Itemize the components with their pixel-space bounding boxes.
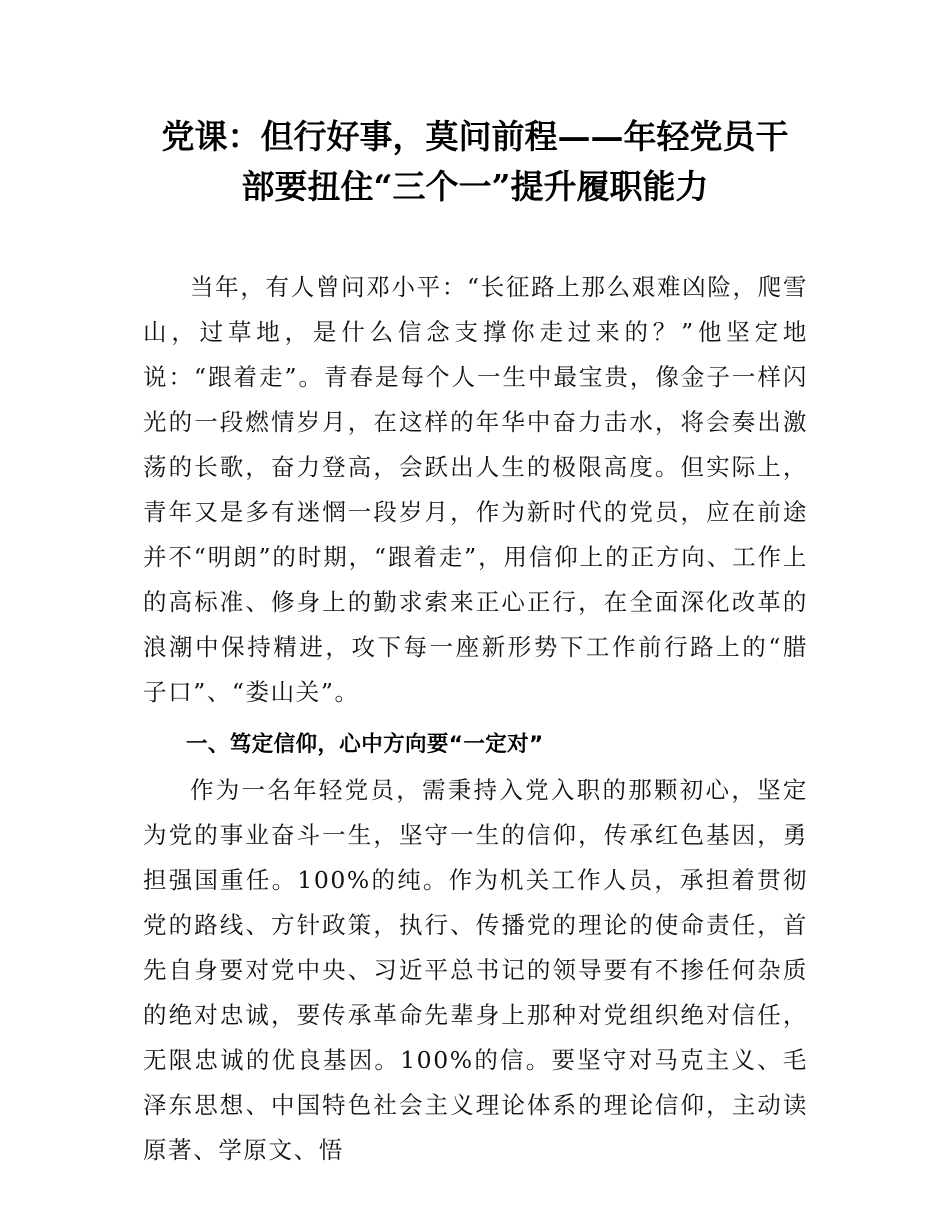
document-title <box>130 112 820 212</box>
section-heading: 一、笃定信仰，心中方向要“一定对” <box>186 732 544 757</box>
title-line-1: 党课：但行好事，莫问前程——年轻党员干 <box>161 117 789 156</box>
title-line-2: 部要扭住“三个一”提升履职能力 <box>241 167 709 206</box>
paragraph-intro: 当年，有人曾问邓小平：“长征路上那么艰难凶险，爬雪山，过草地，是什么信念支撑你走过来的？”他坚定地说：“跟着走”。青春是每个人一生中最宝贵，像金子一样闪光的一段燃情岁月，在这样的年华中奋力击水，将会奏出激荡的长歌，奋力登高，会跃出人生的极限高度。但实际上，青年又是多有迷惘一段岁月，作为新时代的党员，应在前途并不“明朗”的时期，“跟着走”，用信仰上的正方向、工作上的高标准、修身上的勤求索来正心正行，在全面深化改革的浪潮中保持精进，攻下每一座新形势下工作前行路上的“腊子口”、“娄山关”。 <box>143 273 808 706</box>
paragraph-section-one: 作为一名年轻党员，需秉持入党入职的那颗初心，坚定为党的事业奋斗一生，坚守一生的信仰，传承红色基因，勇担强国重任。100%的纯。作为机关工作人员，承担着贯彻党的路线、方针政策，执行、传播党的理论的使命责任，首先自身要对党中央、习近平总书记的领导要有不掺任何杂质的绝对忠诚，要传承革命先辈身上那种对党组织绝对信任，无限忠诚的优良基因。100%的信。要坚守对马克主义、毛泽东思想、中国特色社会主义理论体系的理论信仰，主动读原著、学原文、悟 <box>143 776 808 1164</box>
document-body <box>143 265 808 1173</box>
